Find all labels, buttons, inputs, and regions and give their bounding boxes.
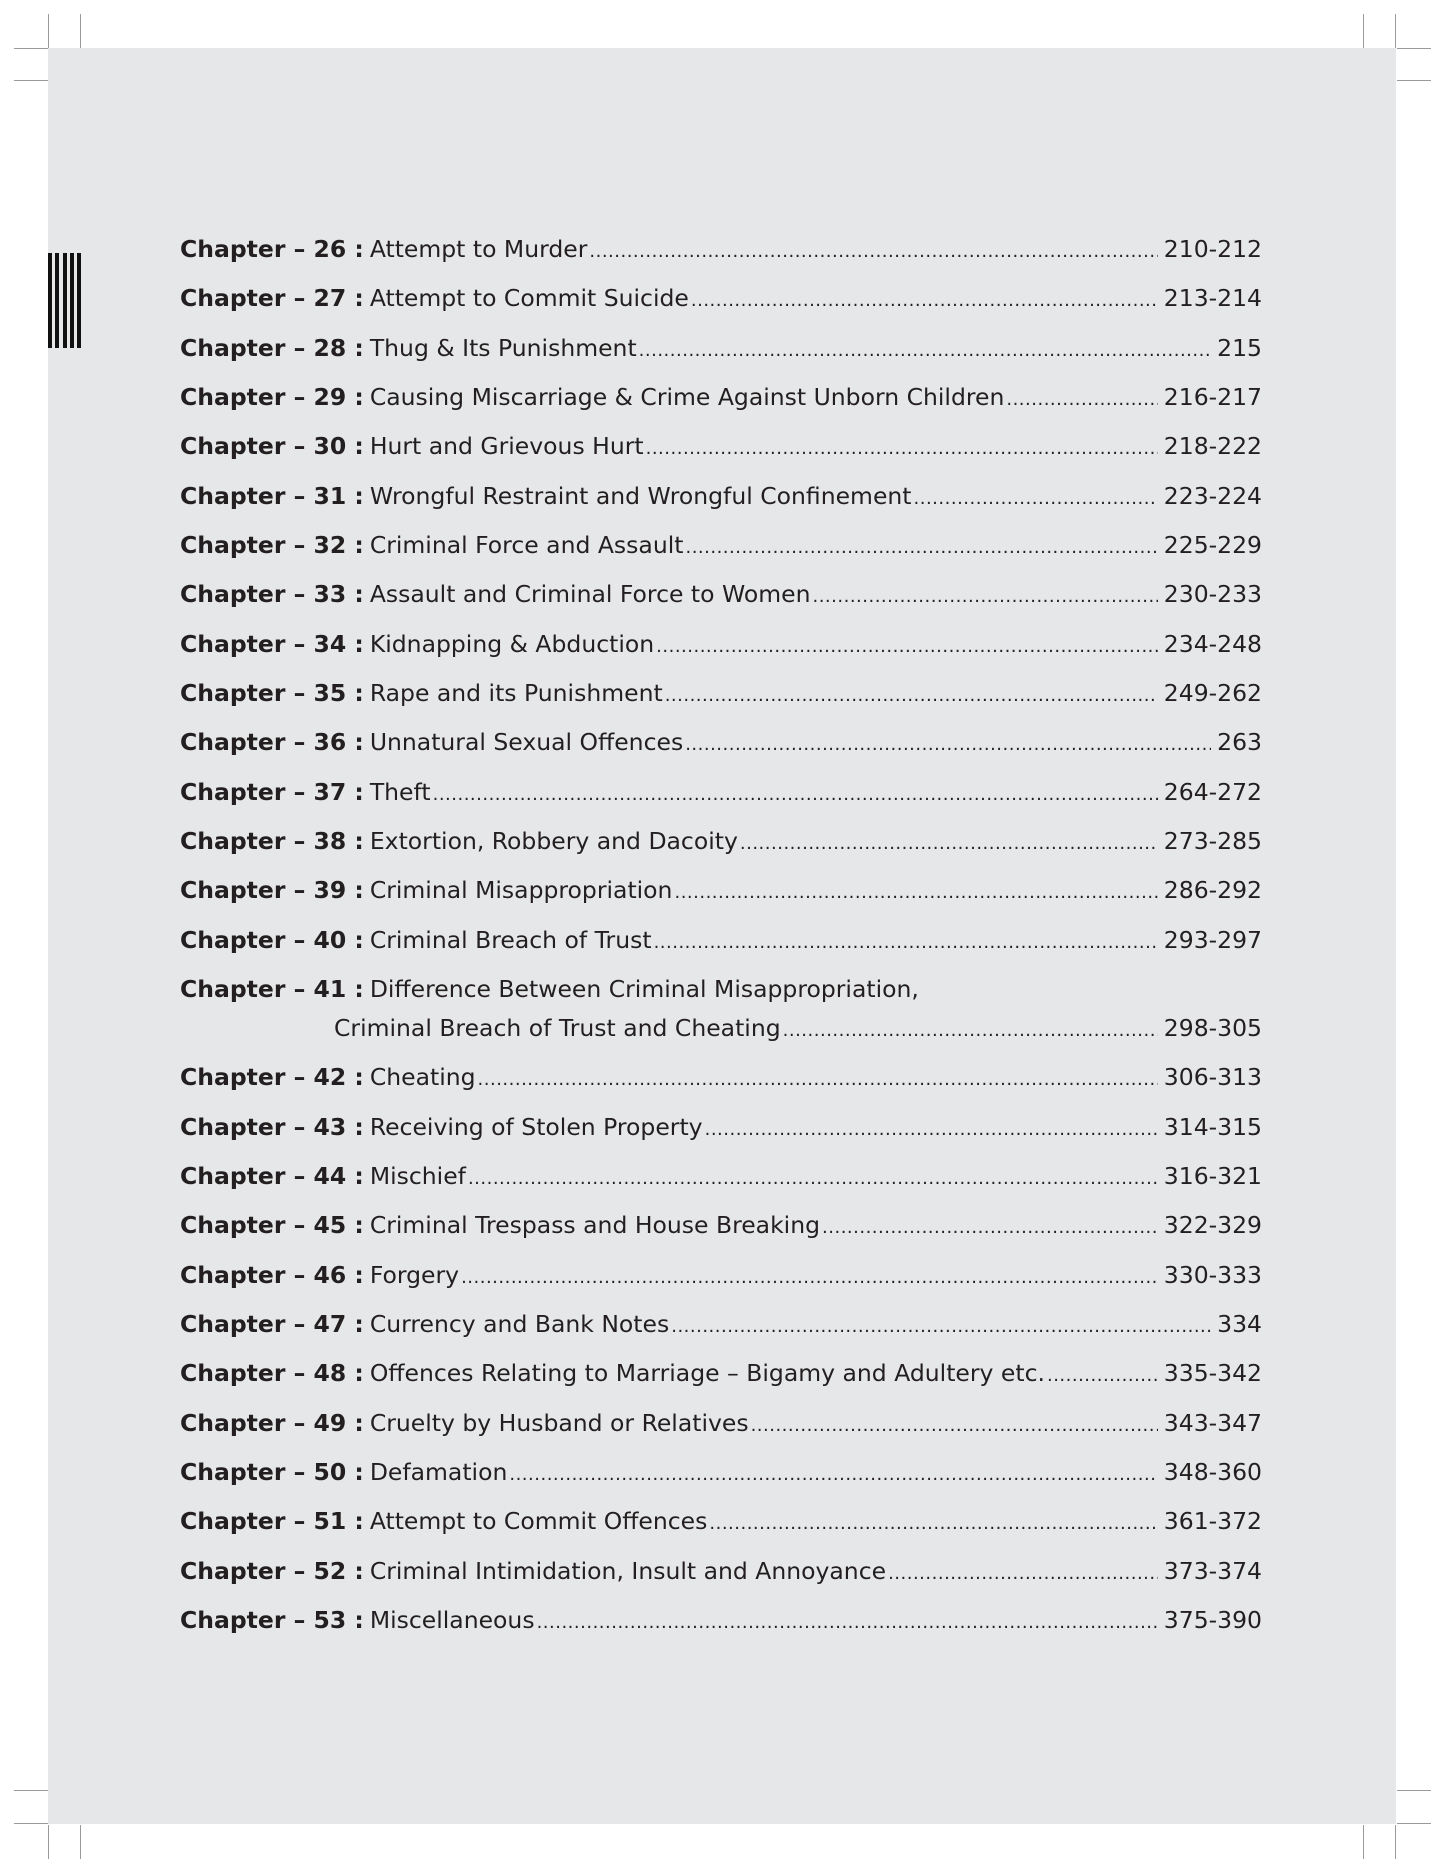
dot-leader [1006,383,1157,416]
toc-entry [180,1160,1262,1209]
chapter-title: Miscellaneous [369,1605,535,1634]
page-range: 334 [1217,1309,1262,1338]
chapter-number: Chapter – 28 : [180,333,364,362]
page-range: 314-315 [1163,1112,1262,1141]
page-range: 322-329 [1163,1211,1262,1240]
chapter-number: Chapter – 45 : [180,1211,364,1240]
toc-entry [180,628,1262,677]
page-range: 348-360 [1163,1457,1262,1486]
chapter-number: Chapter – 41 : [180,975,364,1004]
toc-entry [180,1259,1262,1308]
chapter-number: Chapter – 35 : [180,679,364,708]
chapter-title: Receiving of Stolen Property [369,1112,703,1141]
toc-entry [180,1209,1262,1258]
dot-leader [709,1507,1157,1540]
toc-entry [180,430,1262,479]
dot-leader [461,1261,1158,1294]
chapter-title: Attempt to Murder [369,235,588,263]
toc-entry [180,332,1262,381]
chapter-title: Cruelty by Husband or Relatives [369,1408,749,1437]
chapter-title: Forgery [369,1260,460,1289]
toc-entry [180,677,1262,726]
chapter-title: Difference Between Criminal Misappropriation, [369,975,919,1004]
chapter-title: Offences Relating to Marriage – Bigamy and Adultery etc. [369,1359,1045,1388]
toc-entry [180,381,1262,430]
dot-leader [589,235,1157,268]
chapter-number: Chapter – 27 : [180,284,364,313]
chapter-title: Mischief [369,1161,466,1190]
dot-leader [914,482,1158,515]
page-range: 286-292 [1163,876,1262,905]
chapter-number: Chapter – 42 : [180,1063,364,1092]
chapter-title-continued: Criminal Breach of Trust and Cheating [334,1014,781,1043]
crop-mark [1397,1790,1431,1791]
dot-leader [468,1162,1158,1195]
chapter-number: Chapter – 30 : [180,432,364,461]
toc-entry [180,924,1262,973]
toc-entry [180,1111,1262,1160]
page-range: 234-248 [1163,629,1262,658]
crop-mark [14,1823,48,1824]
page-range: 223-224 [1163,481,1262,510]
chapter-number: Chapter – 31 : [180,481,364,510]
chapter-title: Cheating [369,1063,476,1092]
chapter-title: Criminal Intimidation, Insult and Annoyance [369,1556,887,1585]
dot-leader [691,284,1158,317]
toc-entry [180,282,1262,331]
crop-mark [1395,14,1396,48]
chapter-title: Assault and Criminal Force to Women [369,580,811,609]
dot-leader [674,876,1157,909]
chapter-number: Chapter – 43 : [180,1112,364,1141]
chapter-number: Chapter – 33 : [180,580,364,609]
chapter-title: Criminal Misappropriation [369,876,673,905]
page-range: 216-217 [1163,383,1262,412]
page-range: 306-313 [1163,1063,1262,1092]
dot-leader [639,334,1211,367]
page-range: 273-285 [1163,827,1262,856]
chapter-number: Chapter – 49 : [180,1408,364,1437]
toc-entry [180,1456,1262,1505]
page-range: 330-333 [1163,1260,1262,1289]
toc-entry [180,1357,1262,1406]
crop-mark [1363,1825,1364,1859]
dot-leader [812,580,1157,613]
crop-mark [48,1825,49,1859]
chapter-number: Chapter – 37 : [180,777,364,806]
dot-leader [705,1113,1158,1146]
toc-entry [180,1505,1262,1554]
page-range: 213-214 [1163,284,1262,313]
page-range: 316-321 [1163,1161,1262,1190]
crop-mark [80,14,81,48]
crop-mark [14,80,48,81]
dot-leader [1047,1359,1158,1392]
dot-leader [433,778,1158,811]
dot-leader [740,827,1158,860]
chapter-number: Chapter – 52 : [180,1556,364,1585]
chapter-title: Attempt to Commit Offences [369,1507,708,1536]
chapter-number: Chapter – 47 : [180,1309,364,1338]
chapter-title: Theft [369,777,431,806]
chapter-number: Chapter – 46 : [180,1260,364,1289]
toc-entry [180,1061,1262,1110]
page-range: 218-222 [1163,432,1262,461]
crop-mark [48,14,49,48]
crop-mark [1395,1825,1396,1859]
chapter-title: Attempt to Commit Suicide [369,284,689,313]
dot-leader [822,1211,1158,1244]
page-range: 375-390 [1163,1605,1262,1634]
toc-entry [180,1407,1262,1456]
crop-mark [14,48,48,49]
dot-leader [685,728,1211,761]
page-range: 215 [1217,333,1262,362]
dot-leader [783,1014,1158,1047]
dot-leader [646,432,1158,465]
page-range: 373-374 [1163,1556,1262,1585]
toc-entry [180,480,1262,529]
toc-entry [180,726,1262,775]
page-range: 225-229 [1163,531,1262,560]
chapter-number: Chapter – 32 : [180,531,364,560]
chapter-title: Currency and Bank Notes [369,1309,670,1338]
toc-entry [180,1555,1262,1604]
page-range: 263 [1217,728,1262,757]
chapter-number: Chapter – 40 : [180,925,364,954]
chapter-title: Thug & Its Punishment [369,333,637,362]
chapter-number: Chapter – 44 : [180,1161,364,1190]
crop-mark [1397,48,1431,49]
dot-leader [509,1458,1157,1491]
chapter-title: Criminal Breach of Trust [369,925,652,954]
dot-leader [751,1409,1158,1442]
chapter-title: Hurt and Grievous Hurt [369,432,644,461]
page-range: 361-372 [1163,1507,1262,1536]
chapter-number: Chapter – 53 : [180,1605,364,1634]
page-range: 298-305 [1163,1014,1262,1043]
crop-mark [1363,14,1364,48]
table-of-contents [180,233,1262,1653]
toc-entry [180,529,1262,578]
dot-leader [665,679,1158,712]
crop-mark [1397,1823,1431,1824]
toc-entry [180,973,1262,1061]
chapter-number: Chapter – 34 : [180,629,364,658]
chapter-title: Extortion, Robbery and Dacoity [369,827,738,856]
chapter-title: Criminal Trespass and House Breaking [369,1211,821,1240]
dot-leader [656,630,1158,663]
toc-entry [180,1604,1262,1653]
dot-leader [685,531,1157,564]
dot-leader [888,1557,1158,1590]
chapter-title: Kidnapping & Abduction [369,629,655,658]
page-range: 343-347 [1163,1408,1262,1437]
chapter-number: Chapter – 51 : [180,1507,364,1536]
chapter-title: Wrongful Restraint and Wrongful Confinement [369,481,912,510]
page-range: 230-233 [1163,580,1262,609]
crop-mark [14,1790,48,1791]
toc-entry [180,825,1262,874]
section-tab-marker [48,253,81,348]
chapter-number: Chapter – 29 : [180,383,364,412]
crop-mark [80,1825,81,1859]
chapter-number: Chapter – 39 : [180,876,364,905]
crop-mark [1397,80,1431,81]
chapter-title: Rape and its Punishment [369,679,663,708]
page-range: 335-342 [1163,1359,1262,1388]
dot-leader [537,1606,1158,1639]
page-range: 249-262 [1163,679,1262,708]
chapter-number: Chapter – 48 : [180,1359,364,1388]
dot-leader [654,926,1158,959]
toc-entry [180,578,1262,627]
chapter-number: Chapter – 26 : [180,235,364,263]
chapter-title: Defamation [369,1457,508,1486]
page-range: 293-297 [1163,925,1262,954]
dot-leader [478,1063,1158,1096]
chapter-number: Chapter – 36 : [180,728,364,757]
chapter-number: Chapter – 38 : [180,827,364,856]
chapter-title: Criminal Force and Assault [369,531,684,560]
chapter-number: Chapter – 50 : [180,1457,364,1486]
page-range: 210-212 [1163,235,1262,263]
toc-entry [180,776,1262,825]
toc-entry [180,1308,1262,1357]
page-range: 264-272 [1163,777,1262,806]
dot-leader [671,1310,1211,1343]
toc-entry [180,874,1262,923]
chapter-title: Causing Miscarriage & Crime Against Unborn Children [369,383,1005,412]
chapter-title: Unnatural Sexual Offences [369,728,684,757]
toc-entry [180,233,1262,282]
